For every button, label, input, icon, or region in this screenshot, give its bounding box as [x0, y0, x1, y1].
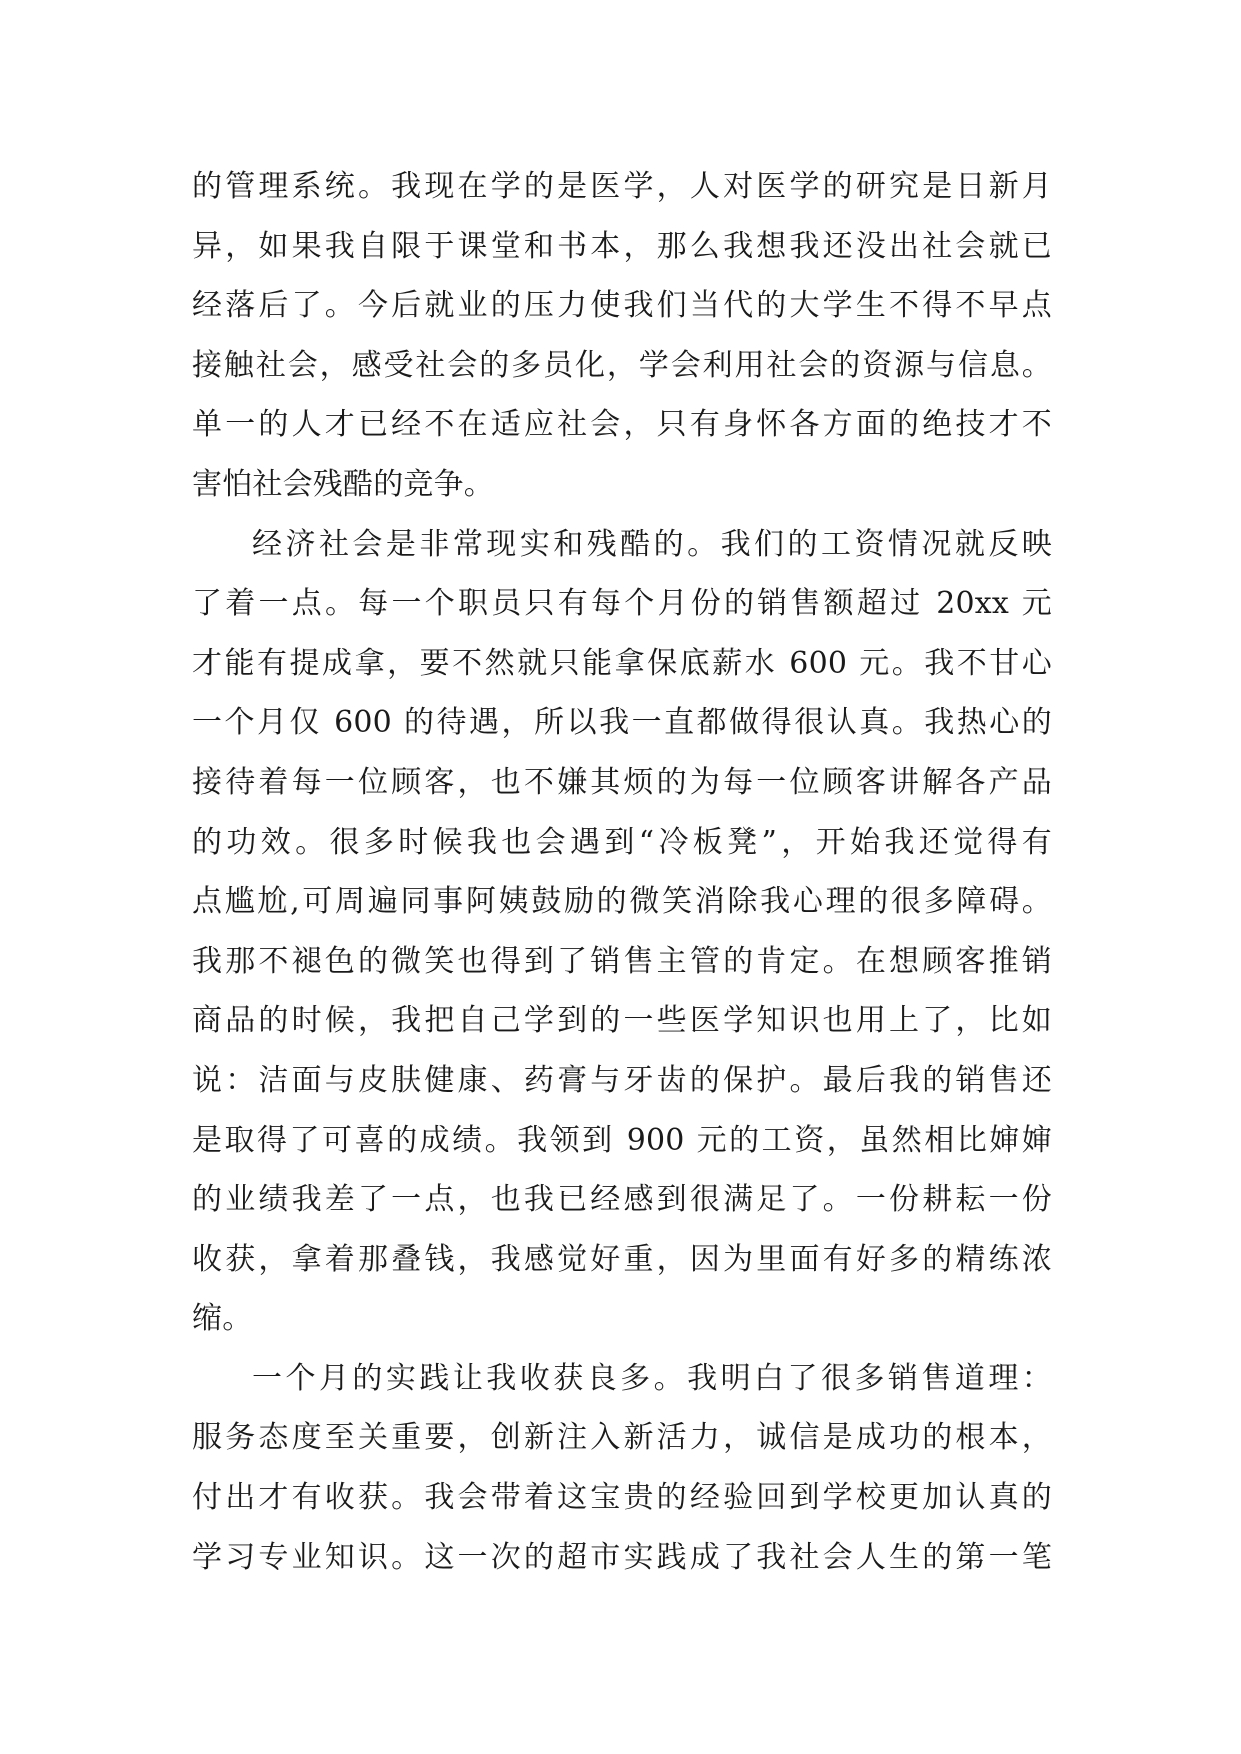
text-line: 才能有提成拿，要不然就只能拿保底薪水 600 元。我不甘心 [192, 645, 1052, 681]
text-line: 付出才有收获。我会带着这宝贵的经验回到学校更加认真的 [192, 1480, 1052, 1516]
text-line: 是取得了可喜的成绩。我领到 900 元的工资，虽然相比婶婶 [192, 1122, 1052, 1158]
text-line: 害怕社会残酷的竞争。 [192, 466, 494, 502]
text-line: 点尴尬,可周遍同事阿姨鼓励的微笑消除我心理的很多障碍。 [192, 884, 1052, 920]
text-line: 的业绩我差了一点，也我已经感到很满足了。一份耕耘一份 [192, 1182, 1052, 1218]
text-line: 接触社会，感受社会的多员化，学会利用社会的资源与信息。 [192, 347, 1052, 383]
text-line: 说：洁面与皮肤健康、药膏与牙齿的保护。最后我的销售还 [192, 1062, 1052, 1098]
text-line: 服务态度至关重要，创新注入新活力，诚信是成功的根本， [192, 1420, 1052, 1456]
document-body [192, 157, 1052, 1587]
text-line: 的功效。很多时候我也会遇到“冷板凳”，开始我还觉得有 [192, 824, 1052, 860]
text-line: 接待着每一位顾客，也不嫌其烦的为每一位顾客讲解各产品 [192, 764, 1052, 800]
text-line: 收获，拿着那叠钱，我感觉好重，因为里面有好多的精练浓 [192, 1241, 1052, 1277]
text-line: 经落后了。今后就业的压力使我们当代的大学生不得不早点 [192, 288, 1052, 324]
text-line: 缩。 [192, 1301, 253, 1337]
text-line: 单一的人才已经不在适应社会，只有身怀各方面的绝技才不 [192, 407, 1052, 443]
text-line: 异，如果我自限于课堂和书本，那么我想我还没出社会就已 [192, 228, 1052, 264]
text-line: 一个月的实践让我收获良多。我明白了很多销售道理： [252, 1360, 1052, 1396]
text-line: 了着一点。每一个职员只有每个月份的销售额超过 20xx 元 [192, 586, 1052, 622]
text-line: 经济社会是非常现实和残酷的。我们的工资情况就反映 [252, 526, 1052, 562]
text-line: 学习专业知识。这一次的超市实践成了我社会人生的第一笔 [192, 1539, 1052, 1575]
text-line: 我那不褪色的微笑也得到了销售主管的肯定。在想顾客推销 [192, 943, 1052, 979]
text-line: 商品的时候，我把自己学到的一些医学知识也用上了，比如 [192, 1003, 1052, 1039]
text-line: 一个月仅 600 的待遇，所以我一直都做得很认真。我热心的 [192, 705, 1052, 741]
text-line: 的管理系统。我现在学的是医学，人对医学的研究是日新月 [192, 169, 1052, 204]
